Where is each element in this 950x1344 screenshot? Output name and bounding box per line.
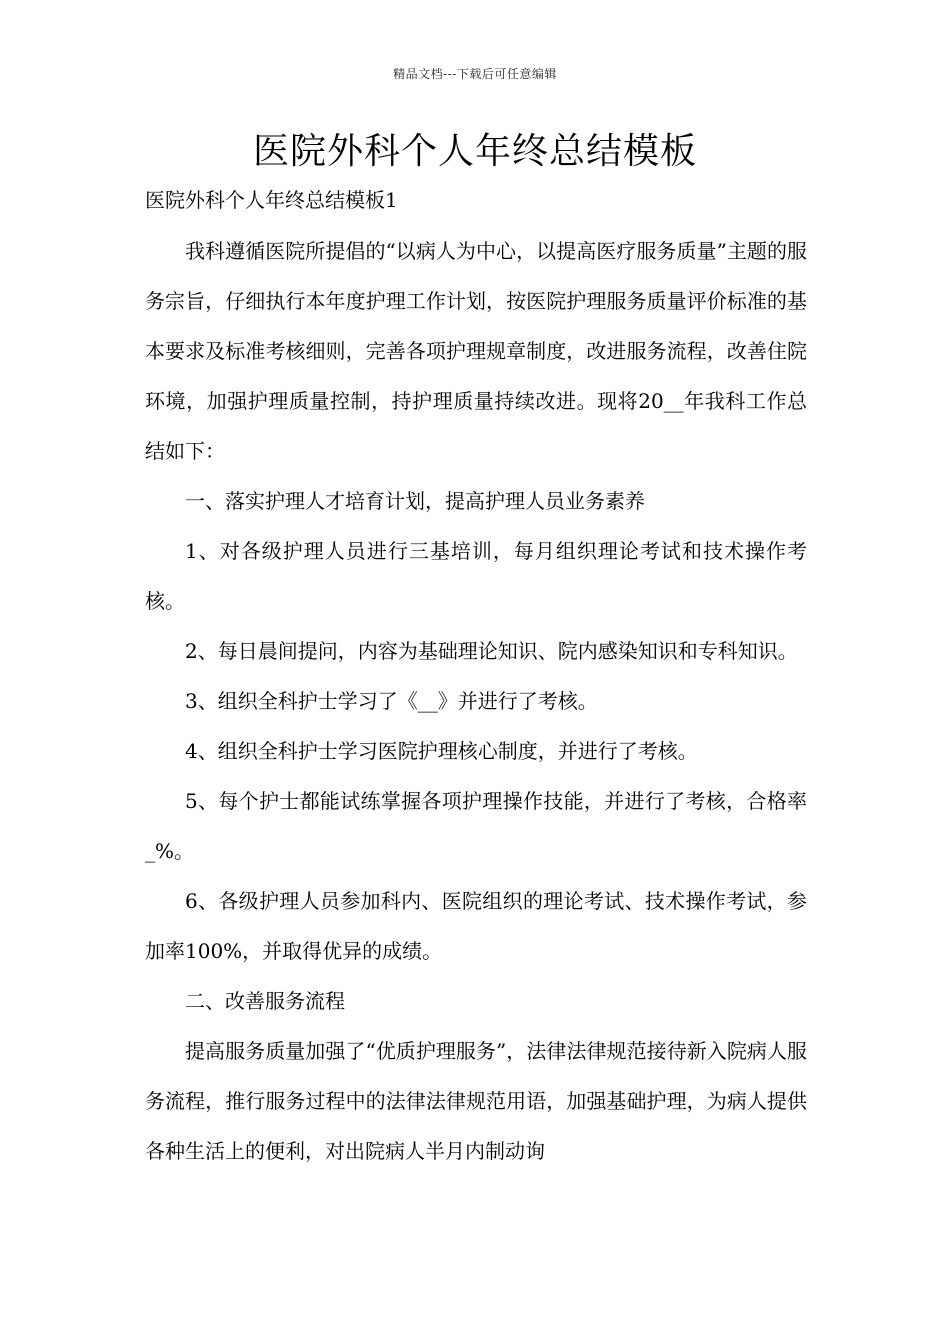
list-item: 6、各级护理人员参加科内、医院组织的理论考试、技术操作考试，参加率100%，并取得优异的成绩。: [145, 889, 807, 963]
list-item: 4、组织全科护士学习医院护理核心制度，并进行了考核。: [185, 739, 698, 763]
paragraph-intro: 我科遵循医院所提倡的“以病人为中心，以提高医疗服务质量”主题的服务宗旨，仔细执行本年度护理工作计划，按医院护理服务质量评价标准的基本要求及标准考核细则，完善各项护理规章制度，改进服务流程，改善住院环境，加强护理质量控制，持护理质量持续改进。现将20__年我科工作总结如下：: [145, 239, 807, 463]
document-subtitle: 医院外科个人年终总结模板1: [145, 188, 398, 212]
list-item: 5、每个护士都能试练掌握各项护理操作技能，并进行了考核，合格率_%。: [145, 789, 807, 863]
list-item: 2、每日晨间提问，内容为基础理论知识、院内感染知识和专科知识。: [185, 639, 798, 663]
section-heading-2: 二、改善服务流程: [185, 989, 345, 1013]
document-body: [145, 226, 807, 1176]
paragraph-service: 提高服务质量加强了“优质护理服务”，法律法律规范接待新入院病人服务流程，推行服务过程中的法律法律规范用语，加强基础护理，为病人提供各种生活上的便利，对出院病人半月内制动询: [145, 1039, 807, 1163]
document-title: 医院外科个人年终总结模板: [252, 131, 697, 172]
list-item: 3、组织全科护士学习了《__》并进行了考核。: [185, 689, 598, 713]
list-item: 1、对各级护理人员进行三基培训，每月组织理论考试和技术操作考核。: [145, 539, 807, 613]
header-note: 精品文档---下载后可任意编辑: [393, 67, 557, 81]
section-heading-1: 一、落实护理人才培育计划，提高护理人员业务素养: [185, 489, 645, 513]
